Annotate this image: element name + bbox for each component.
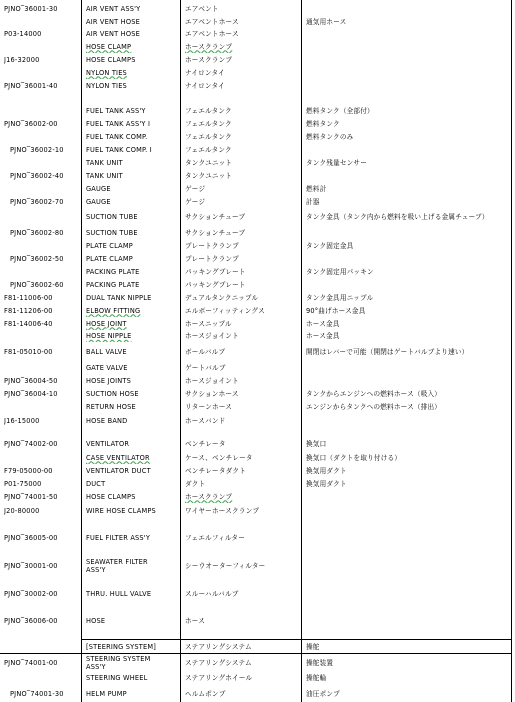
japanese-name-cell: タンクユニット: [185, 171, 233, 180]
part-number-cell: [4, 330, 81, 342]
part-number-cell: PJNO‾74002-00: [4, 440, 58, 448]
english-name-cell: HOSE NIPPLE: [86, 332, 132, 340]
english-name-cell: [STEERING SYSTEM]: [86, 643, 157, 651]
part-number-cell: [4, 182, 81, 195]
part-number-cell: [4, 239, 81, 252]
japanese-name-cell: ベンチレータダクト: [185, 466, 247, 475]
table-row: [0, 117, 515, 130]
english-name-cell: VENTILATOR: [86, 440, 130, 448]
japanese-name-cell: フェエルタンク: [185, 132, 232, 141]
description-cell: [304, 143, 510, 156]
part-number-cell: PJNO‾36002-80: [10, 228, 64, 237]
part-number-cell: PJNO‾30002-00: [4, 590, 58, 598]
description-cell: 操舵輪: [306, 674, 327, 682]
japanese-name-cell: サクションチューブ: [185, 228, 246, 237]
table-row: [0, 93, 515, 104]
japanese-name-cell: ホース: [185, 617, 206, 625]
table-row: [0, 226, 515, 239]
description-cell: 操舵: [306, 643, 320, 651]
part-number-cell: F81-05010-00: [4, 347, 53, 356]
part-number-cell: [4, 451, 81, 464]
part-number-cell: J16-32000: [4, 55, 40, 64]
english-name-cell: FUEL FILTER ASS'Y: [86, 534, 151, 542]
japanese-name-cell: ボールバルブ: [185, 347, 226, 356]
english-name-cell: HOSE JOINT: [86, 319, 127, 328]
english-name-cell: AIR VENT HOSE: [86, 17, 140, 26]
english-name-cell: BALL VALVE: [86, 347, 127, 356]
part-number-cell: PJNO‾36002-60: [10, 280, 64, 289]
description-cell: 換気口: [306, 440, 327, 448]
english-name-cell: DUAL TANK NIPPLE: [86, 293, 152, 302]
table-row: [0, 582, 515, 606]
description-cell: 換気口（ダクトを取り付ける）: [306, 453, 402, 462]
part-number-cell: PJNO‾36002-40: [10, 171, 64, 180]
japanese-name-cell: シーウオーターフィルター: [185, 562, 266, 570]
english-name-cell: VENTILATOR DUCT: [86, 466, 151, 475]
table-row: [0, 40, 515, 53]
english-name-cell: DUCT: [86, 479, 106, 488]
part-number-cell: PJNO‾36004-50: [4, 376, 58, 385]
japanese-name-cell: ホースクランプ: [185, 492, 233, 501]
english-name-cell: PLATE CLAMP: [86, 254, 133, 263]
description-cell: [304, 526, 510, 550]
japanese-name-cell: [183, 428, 301, 437]
japanese-name-cell: パッキングプレート: [185, 267, 246, 276]
japanese-name-cell: ベンチレータ: [185, 440, 226, 448]
table-row: [0, 361, 515, 374]
table-row: [0, 437, 515, 451]
part-number-cell: J20-80000: [4, 506, 40, 515]
table-row: [0, 169, 515, 182]
english-name-cell: TANK UNIT: [86, 158, 123, 167]
japanese-name-cell: フェエルタンク: [185, 145, 232, 154]
description-cell: ホース金具: [306, 319, 340, 328]
japanese-name-cell: エルボーフィッティングス: [185, 306, 265, 315]
table-row: [0, 685, 515, 702]
table-row: [0, 374, 515, 387]
part-number-cell: F79-05000-00: [4, 466, 53, 475]
japanese-name-cell: ゲートバルブ: [185, 363, 226, 372]
english-name-cell: HOSE: [86, 617, 106, 625]
table-row: [0, 79, 515, 93]
japanese-name-cell: ホースバンド: [185, 416, 226, 425]
english-name-cell: PACKING PLATE: [86, 280, 140, 289]
part-number-cell: PJNO‾36005-00: [4, 534, 58, 542]
english-name-cell: TANK UNIT: [86, 171, 123, 180]
description-cell: 開閉はレバーで可能（開閉はゲートバルブより速い）: [306, 347, 469, 356]
table-row: [0, 550, 515, 582]
table-row: [0, 265, 515, 278]
description-cell: [304, 606, 510, 636]
part-number-cell: PJNO‾74001-30: [10, 689, 64, 698]
description-cell: 換気用ダクト: [306, 466, 347, 475]
table-row: [0, 130, 515, 143]
table-row: [0, 413, 515, 428]
description-cell: ホース金具: [306, 332, 340, 340]
description-cell: エンジンからタンクへの燃料ホース（排出）: [306, 402, 442, 411]
table-row: [0, 428, 515, 437]
description-cell: [304, 40, 510, 53]
description-cell: [304, 361, 510, 374]
english-name-cell: GAUGE: [86, 197, 111, 206]
table-row: [0, 330, 515, 342]
description-cell: [304, 550, 510, 582]
part-number-cell: PJNO‾36002-50: [10, 254, 64, 263]
japanese-name-cell: リターンホース: [185, 402, 233, 411]
description-cell: [304, 79, 510, 93]
english-name-cell: SEAWATER FILTER ASS'Y: [86, 558, 148, 574]
table-row: [0, 304, 515, 317]
description-cell: [304, 490, 510, 503]
japanese-name-cell: [183, 93, 301, 104]
table-row: [0, 451, 515, 464]
japanese-name-cell: ダクト: [185, 479, 206, 488]
part-number-cell: PJNO‾30001-00: [4, 562, 58, 570]
table-row: [0, 208, 515, 226]
japanese-name-cell: ホースジョイント: [185, 376, 239, 385]
english-name-cell: STEERING WHEEL: [86, 674, 148, 682]
part-number-cell: PJNO‾74001-00: [4, 658, 58, 667]
description-cell: [304, 53, 510, 66]
japanese-name-cell: ナイロンタイ: [185, 82, 225, 90]
english-name-cell: [84, 518, 180, 526]
english-name-cell: PACKING PLATE: [86, 267, 140, 276]
table-row: [0, 640, 515, 654]
table-row: [0, 400, 515, 413]
table-row: [0, 291, 515, 304]
japanese-name-cell: ゲージ: [185, 184, 206, 193]
description-cell: 燃料タンク（全部付）: [306, 106, 374, 115]
part-number-cell: P01-75000: [4, 479, 42, 488]
english-name-cell: NYLON TIES: [86, 82, 127, 90]
table-row: [0, 104, 515, 117]
english-name-cell: FUEL TANK COMP.: [86, 132, 148, 141]
table-row: [0, 464, 515, 477]
japanese-name-cell: エアベントホース: [185, 17, 239, 26]
description-cell: [304, 226, 510, 239]
description-cell: タンクからエンジンへの燃料ホース（吸入）: [306, 389, 442, 398]
description-cell: [304, 169, 510, 182]
japanese-name-cell: フェエルフィルター: [185, 534, 246, 542]
japanese-name-cell: フェエルタンク: [185, 119, 232, 128]
part-number-cell: [4, 265, 81, 278]
part-number-cell: [4, 40, 81, 53]
description-cell: 燃料タンク: [306, 119, 340, 128]
japanese-name-cell: ステアリングシステム: [185, 643, 252, 651]
english-name-cell: HOSE CLAMP: [86, 42, 132, 51]
part-number-cell: PJNO‾36002-10: [10, 145, 64, 154]
japanese-name-cell: タンクユニット: [185, 158, 233, 167]
description-cell: タンク固定用パッキン: [306, 267, 374, 276]
description-cell: [304, 428, 510, 437]
japanese-name-cell: ナイロンタイ: [185, 68, 225, 77]
table-row: [0, 156, 515, 169]
table-row: [0, 182, 515, 195]
english-name-cell: PLATE CLAMP: [86, 241, 133, 250]
part-number-cell: PJNO‾36002-00: [4, 119, 58, 128]
table-row: [0, 490, 515, 503]
english-name-cell: SUCTION TUBE: [86, 213, 138, 221]
japanese-name-cell: スルーハルバルブ: [185, 590, 239, 598]
part-number-cell: [4, 66, 81, 79]
japanese-name-cell: デュアルタンクニップル: [185, 293, 259, 302]
part-number-cell: J16-15000: [4, 416, 40, 425]
description-cell: タンク固定金具: [306, 241, 354, 250]
japanese-name-cell: ホースニップル: [185, 319, 232, 328]
description-cell: [304, 66, 510, 79]
description-cell: 操舵装置: [306, 658, 334, 667]
japanese-name-cell: プレートクランプ: [185, 254, 239, 263]
description-cell: 油圧ポンプ: [306, 689, 340, 698]
table-row: [0, 195, 515, 208]
english-name-cell: [84, 93, 180, 104]
part-number-cell: F81-14006-40: [4, 319, 53, 328]
english-name-cell: GATE VALVE: [86, 363, 128, 372]
english-name-cell: CASE VENTILATOR: [86, 453, 150, 462]
table-row: [0, 654, 515, 671]
description-cell: [304, 252, 510, 265]
part-number-cell: PJNO‾36004-10: [4, 389, 58, 398]
part-number-cell: PJNO‾36006-00: [4, 617, 58, 625]
part-number-cell: [4, 156, 81, 169]
description-cell: [304, 278, 510, 291]
japanese-name-cell: プレートクランプ: [185, 241, 239, 250]
part-number-cell: [4, 130, 81, 143]
table-row: [0, 143, 515, 156]
english-name-cell: SUCTION TUBE: [86, 228, 138, 237]
table-row: [0, 526, 515, 550]
japanese-name-cell: ゲージ: [185, 197, 206, 206]
english-name-cell: THRU. HULL VALVE: [86, 590, 152, 598]
description-cell: [304, 518, 510, 526]
japanese-name-cell: ホースクランプ: [185, 55, 233, 64]
description-cell: [304, 27, 510, 40]
table-row: [0, 342, 515, 361]
description-cell: 燃料タンクのみ: [306, 132, 354, 141]
description-cell: 90°曲げホース金具: [306, 306, 366, 315]
table-row: [0, 387, 515, 400]
english-name-cell: NYLON TIES: [86, 68, 127, 77]
english-name-cell: HOSE JOINTS: [86, 376, 132, 385]
part-number-cell: PJNO‾36001-30: [4, 5, 58, 13]
table-row: [0, 27, 515, 40]
description-cell: [304, 582, 510, 606]
part-number-cell: [4, 104, 81, 117]
english-name-cell: HOSE CLAMPS: [86, 55, 136, 64]
part-number-cell: [4, 640, 81, 654]
description-cell: [304, 413, 510, 428]
description-cell: 燃料計: [306, 184, 327, 193]
japanese-name-cell: サクションホース: [185, 389, 239, 398]
part-number-cell: [4, 361, 81, 374]
description-cell: 計器: [306, 197, 320, 206]
description-cell: 換気用ダクト: [306, 479, 347, 488]
part-number-cell: [4, 518, 81, 526]
part-number-cell: [4, 428, 81, 437]
description-cell: [304, 374, 510, 387]
description-cell: タンク残量センサー: [306, 158, 368, 167]
description-cell: 通気用ホース: [306, 17, 347, 26]
english-name-cell: RETURN HOSE: [86, 402, 136, 411]
japanese-name-cell: エアベントホース: [185, 29, 239, 38]
description-cell: タンク金具用ニップル: [306, 293, 374, 302]
description-cell: [304, 2, 510, 16]
part-number-cell: PJNO‾36001-40: [4, 82, 58, 90]
english-name-cell: FUEL TANK COMP. I: [86, 145, 152, 154]
table-row: [0, 317, 515, 330]
table-row: [0, 252, 515, 265]
part-number-cell: PJNO‾36002-70: [10, 197, 64, 206]
english-name-cell: HOSE BAND: [86, 416, 128, 425]
english-name-cell: AIR VENT HOSE: [86, 29, 140, 38]
japanese-name-cell: サクションチューブ: [185, 213, 246, 221]
description-cell: [304, 503, 510, 518]
japanese-name-cell: ワイヤーホースクランプ: [185, 506, 260, 515]
japanese-name-cell: パッキングプレート: [185, 280, 246, 289]
table-row: [0, 66, 515, 79]
english-name-cell: [84, 428, 180, 437]
english-name-cell: FUEL TANK ASS'Y: [86, 106, 146, 115]
table-row: [0, 278, 515, 291]
part-number-cell: [4, 208, 81, 226]
table-row: [0, 2, 515, 16]
english-name-cell: AIR VENT ASS'Y: [86, 5, 141, 13]
table-row: [0, 503, 515, 518]
english-name-cell: HOSE CLAMPS: [86, 492, 136, 501]
table-row: [0, 671, 515, 685]
english-name-cell: FUEL TANK ASS'Y I: [86, 119, 151, 128]
english-name-cell: STEERING SYSTEM ASS'Y: [86, 654, 151, 671]
japanese-name-cell: ステアリングシステム: [185, 658, 252, 667]
japanese-name-cell: ホースクランプ: [185, 42, 233, 51]
part-number-cell: [4, 93, 81, 104]
table-row: [0, 477, 515, 490]
japanese-name-cell: ケース、ベンチレータ: [185, 453, 253, 462]
english-name-cell: SUCTION HOSE: [86, 389, 139, 398]
english-name-cell: WIRE HOSE CLAMPS: [86, 506, 156, 515]
part-number-cell: [4, 400, 81, 413]
table-row: [0, 53, 515, 66]
part-number-cell: P03-14000: [4, 29, 42, 38]
part-number-cell: F81-11206-00: [4, 306, 53, 315]
japanese-name-cell: エアベント: [185, 5, 219, 13]
japanese-name-cell: フェエルタンク: [185, 106, 232, 115]
table-row: [0, 518, 515, 526]
part-number-cell: F81-11006-00: [4, 293, 53, 302]
part-number-cell: [4, 671, 81, 685]
table-row: [0, 239, 515, 252]
japanese-name-cell: [183, 518, 301, 526]
japanese-name-cell: ステアリングホイール: [185, 674, 253, 682]
japanese-name-cell: ヘルムポンプ: [185, 689, 226, 698]
description-cell: [304, 93, 510, 104]
japanese-name-cell: ホースジョイント: [185, 332, 239, 340]
english-name-cell: HELM PUMP: [86, 689, 127, 698]
english-name-cell: ELBOW FITTING: [86, 306, 141, 315]
description-cell: タンク金具（タンク内から燃料を吸い上げる金属チューブ）: [306, 213, 489, 221]
part-number-cell: PJNO‾74001-50: [4, 492, 58, 501]
table-row: [0, 606, 515, 636]
english-name-cell: GAUGE: [86, 184, 111, 193]
